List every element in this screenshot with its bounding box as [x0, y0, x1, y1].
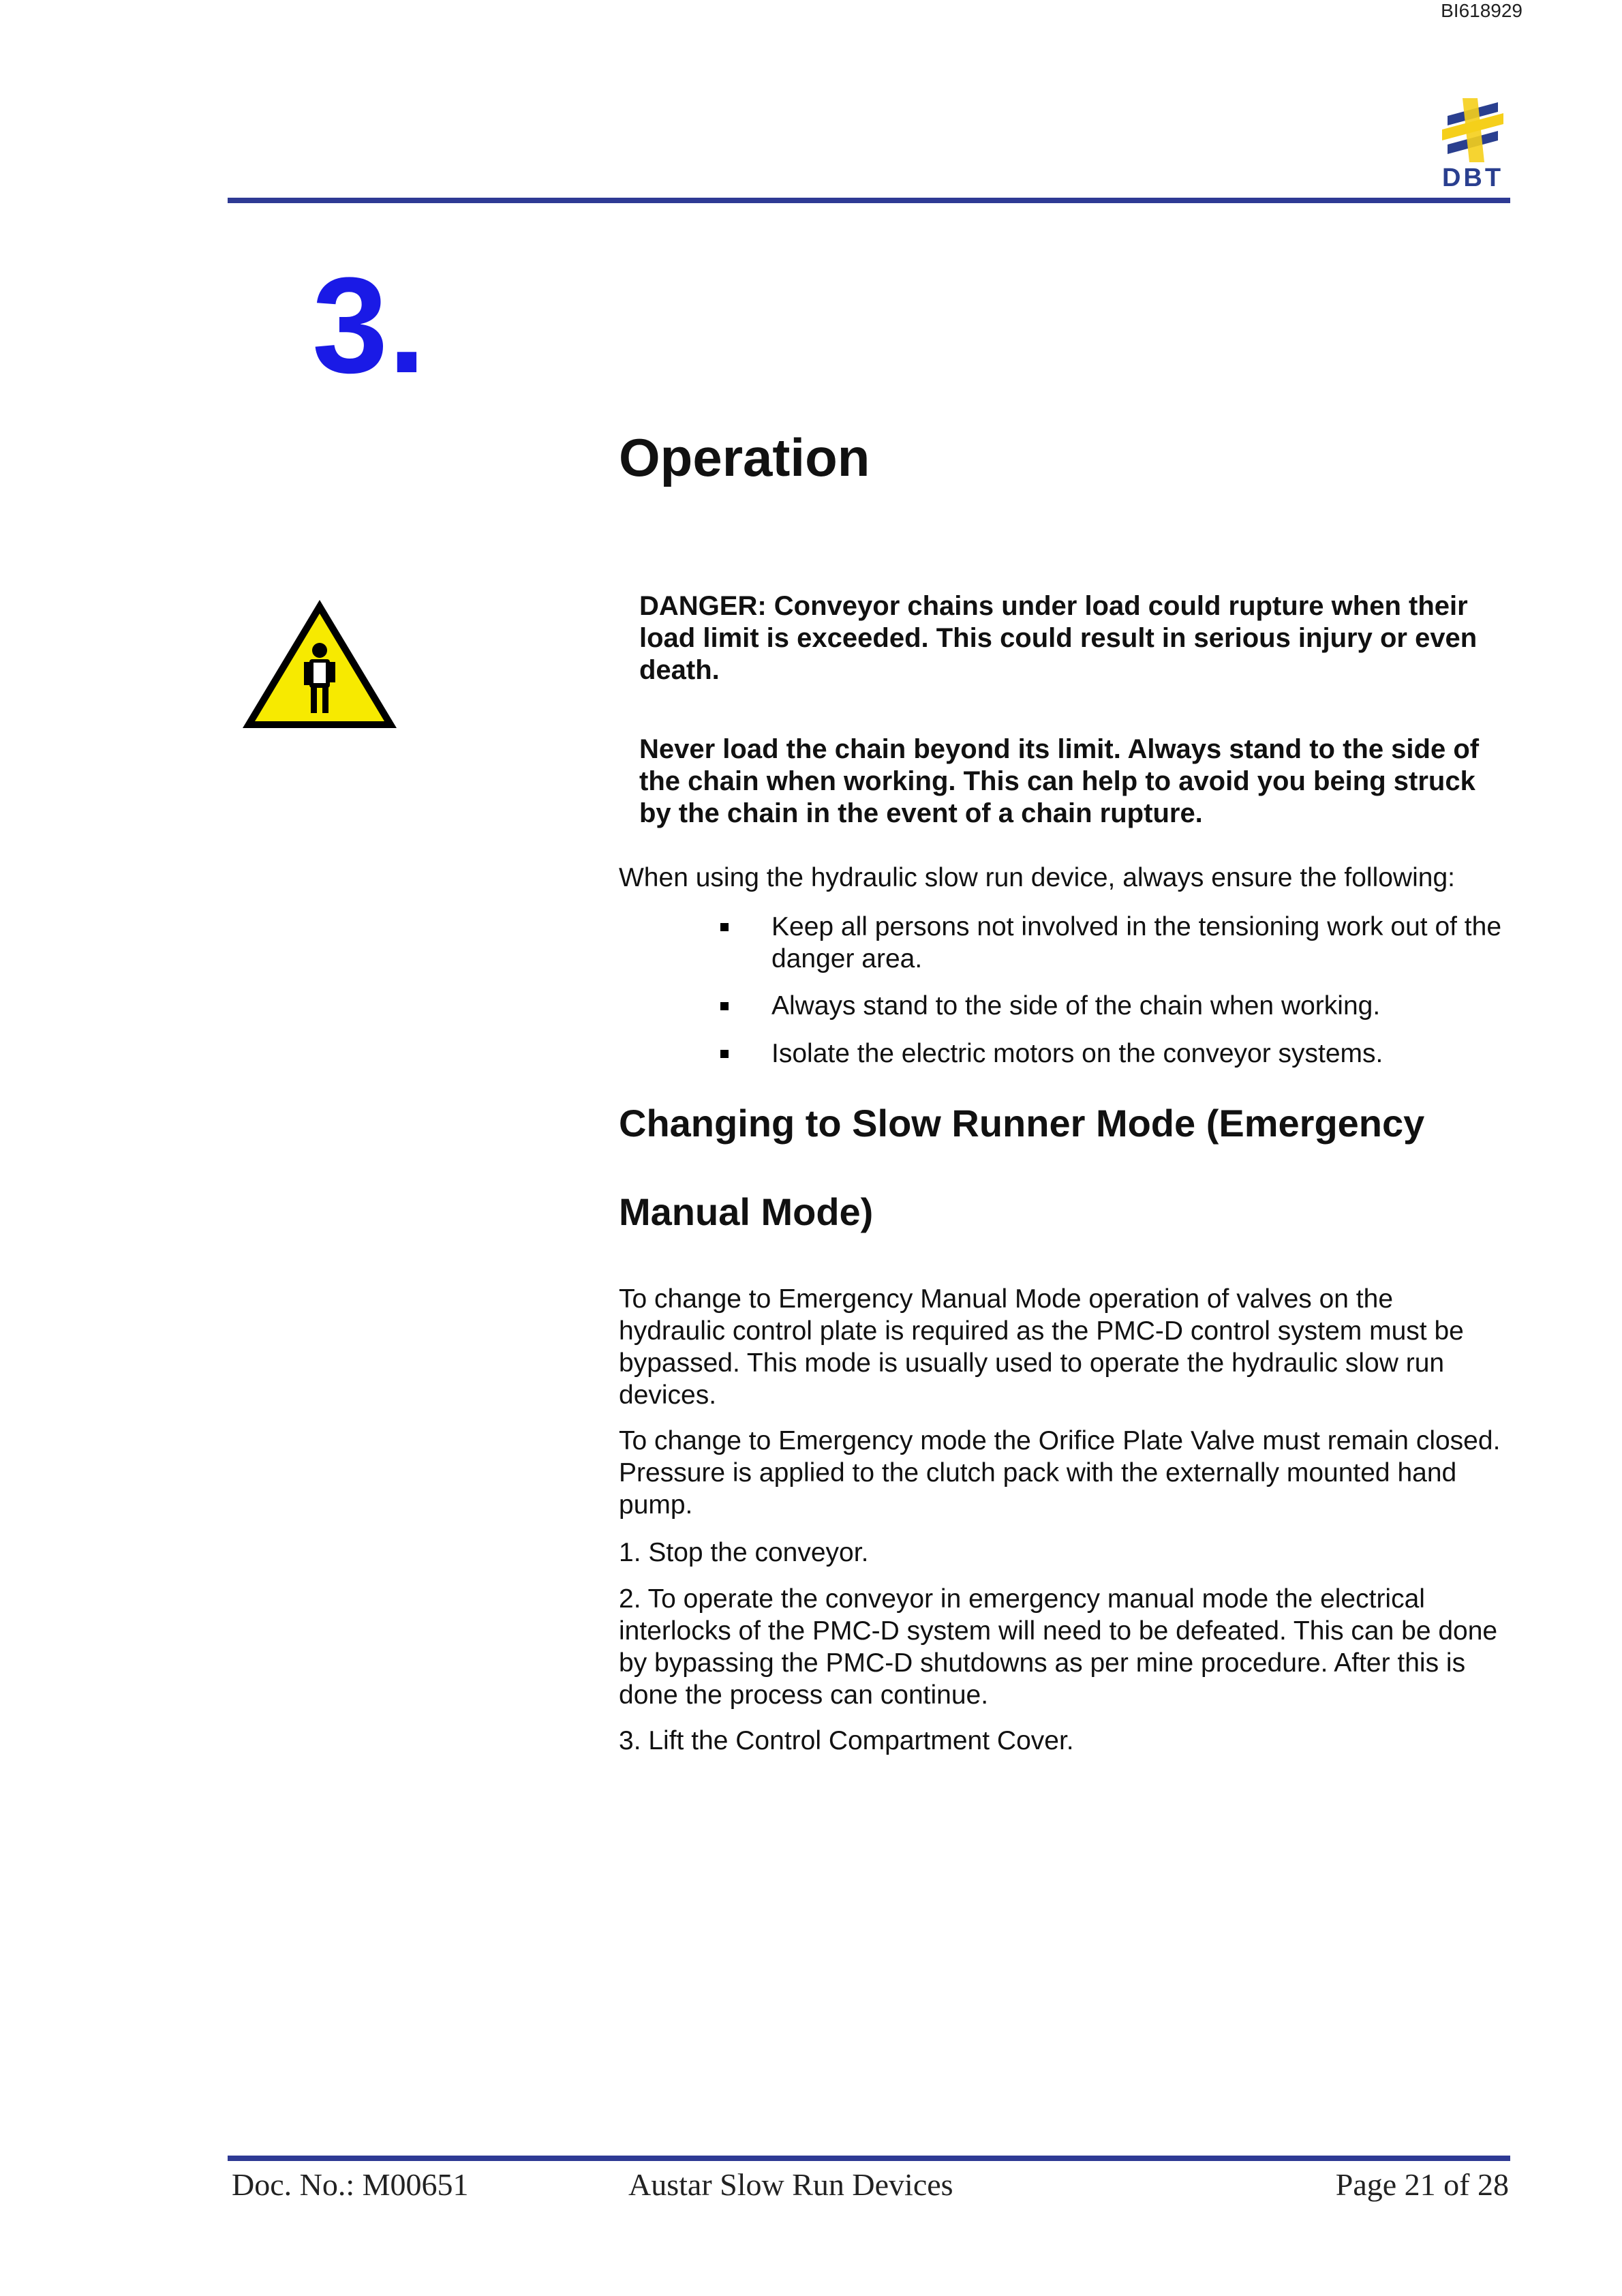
intro-paragraph: When using the hydraulic slow run device, always ensure the following:: [619, 863, 1455, 892]
section-heading: Changing to Slow Runner Mode (Emergency: [619, 1102, 1425, 1145]
body-paragraph: To change to Emergency Manual Mode operation of valves on the hydraulic control plate is required as the PMC-D control system must be bypassed. This mode is usually used to operate the hydraulic slow run devices.: [619, 1284, 1464, 1410]
section-heading-continued: Manual Mode): [619, 1190, 874, 1233]
list-item-text: Always stand to the side of the chain when working.: [771, 991, 1381, 1021]
bullet-marker: [720, 1050, 729, 1058]
document-reference: BI618929: [1441, 0, 1522, 21]
chapter-title: Operation: [619, 427, 870, 487]
body-paragraph: To change to Emergency mode the Orifice Plate Valve must remain closed. Pressure is applied to the clutch pack with the externally mounted hand pump.: [619, 1426, 1501, 1520]
header-rule: [228, 198, 1510, 203]
safety-advice-text: Never load the chain beyond its limit. Always stand to the side of the chain when working. This can help to avoid you being struck by the chain in the event of a chain rupture.: [639, 734, 1480, 828]
bullet-marker: [720, 1002, 729, 1010]
footer-doc-number: Doc. No.: M00651: [232, 2167, 469, 2202]
logo-text: DBT: [1441, 164, 1504, 192]
bullet-marker: [720, 923, 729, 931]
step-item: 3. Lift the Control Compartment Cover.: [619, 1726, 1074, 1755]
chapter-number: 3.: [312, 250, 426, 402]
danger-warning-text: DANGER: Conveyor chains under load could rupture when their load limit is exceeded. This could result in serious injury or even death.: [639, 591, 1478, 685]
dbt-logo: [1435, 97, 1510, 192]
warning-triangle-person-icon: [239, 596, 401, 732]
list-item-text: Isolate the electric motors on the conveyor systems.: [771, 1039, 1383, 1068]
step-item: 2. To operate the conveyor in emergency manual mode the electrical interlocks of the PMC-D system will need to be defeated. This can be done by bypassing the PMC-D shutdowns as per mine procedure. After this is done the process can continue.: [619, 1584, 1498, 1710]
list-item-text: Keep all persons not involved in the tensioning work out of the danger area.: [771, 912, 1502, 973]
footer-rule: [228, 2156, 1510, 2161]
step-item: 1. Stop the conveyor.: [619, 1538, 869, 1567]
footer-page-number: Page 21 of 28: [1335, 2167, 1509, 2202]
footer-title: Austar Slow Run Devices: [628, 2167, 953, 2202]
